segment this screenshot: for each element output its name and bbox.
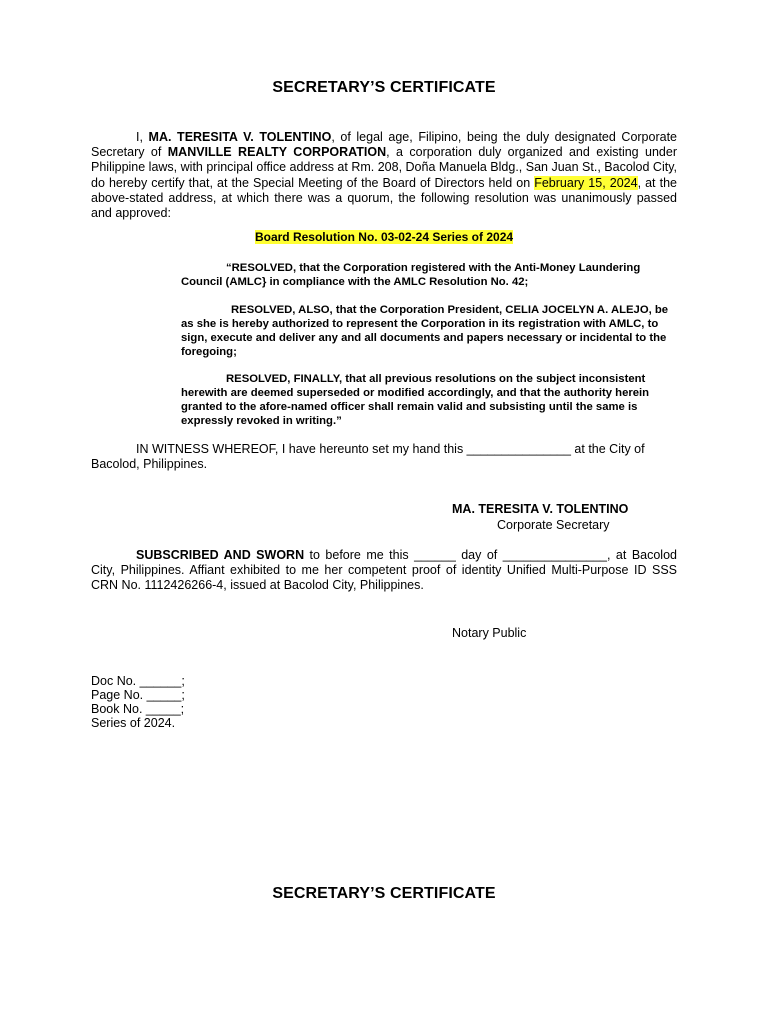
doc-no: Doc No. ______;	[91, 674, 185, 688]
intro-paragraph	[91, 130, 677, 221]
series-line: Series of 2024.	[91, 716, 176, 730]
resolution-2: RESOLVED, ALSO, that the Corporation President, CELIA JOCELYN A. ALEJO, be as she is hereby authorized to represent the Corporation in its registration with AMLC, to sign, execute and deliver any and all documents and papers necessary or incidental to the foregoing;	[181, 304, 669, 358]
second-page-title: SECRETARY’S CERTIFICATE	[272, 885, 496, 902]
intro-text-1: I,	[136, 130, 149, 144]
signatory-position: Corporate Secretary	[497, 518, 610, 532]
resolution-3: RESOLVED, FINALLY, that all previous resolutions on the subject inconsistent herewith are deemed superseded or modified accordingly, and that the authority herein granted to the afore-named officer shall remain valid and subsisting until the same is expressly revoked in writing.”	[181, 373, 650, 427]
witness-paragraph: IN WITNESS WHEREOF, I have hereunto set my hand this _______________ at the City of Bacolod, Philippines.	[91, 442, 645, 472]
sworn-paragraph	[91, 548, 677, 594]
resolution-title: Board Resolution No. 03-02-24 Series of 2024	[254, 230, 514, 244]
notary-label: Notary Public	[452, 626, 527, 640]
resolution-heading	[0, 230, 768, 244]
book-no: Book No. _____;	[91, 702, 185, 716]
page-no: Page No. _____;	[91, 688, 185, 702]
intro-text-4: , at the above-stated address, at which there was a quorum, the following resolution was unanimously passed and approved:	[91, 175, 677, 221]
meeting-date: February 15, 2024	[534, 175, 638, 190]
notarial-register	[91, 674, 185, 730]
signatory-name: MA. TERESITA V. TOLENTINO	[452, 502, 629, 516]
sworn-lead: SUBSCRIBED AND SWORN	[136, 548, 305, 562]
company-name: MANVILLE REALTY CORPORATION	[167, 145, 387, 160]
intro-text-3: , a corporation duly organized and existing under Philippine laws, with principal office address at Rm. 208, Doña Manuela Bldg., San Juan St., Bacolod City, do hereby certify that, at the Special Meeting of the Board of Directors held on	[91, 145, 677, 190]
resolution-1: “RESOLVED, that the Corporation registered with the Anti-Money Laundering Council (AMLC} in compliance with the AMLC Resolution No. 42;	[181, 262, 641, 288]
page-title: SECRETARY’S CERTIFICATE	[272, 79, 496, 96]
intro-text-2: , of legal age, Filipino, being the duly designated Corporate Secretary of	[91, 130, 677, 160]
sworn-text: to before me this ______ day of _______________, at Bacolod City, Philippines. Affiant exhibited to me her competent proof of identity Unified Multi-Purpose ID SSS CRN No. 1112426266-4, issued at Bacolod City, Philippines.	[91, 548, 677, 593]
secretary-name: MA. TERESITA V. TOLENTINO	[148, 130, 332, 144]
